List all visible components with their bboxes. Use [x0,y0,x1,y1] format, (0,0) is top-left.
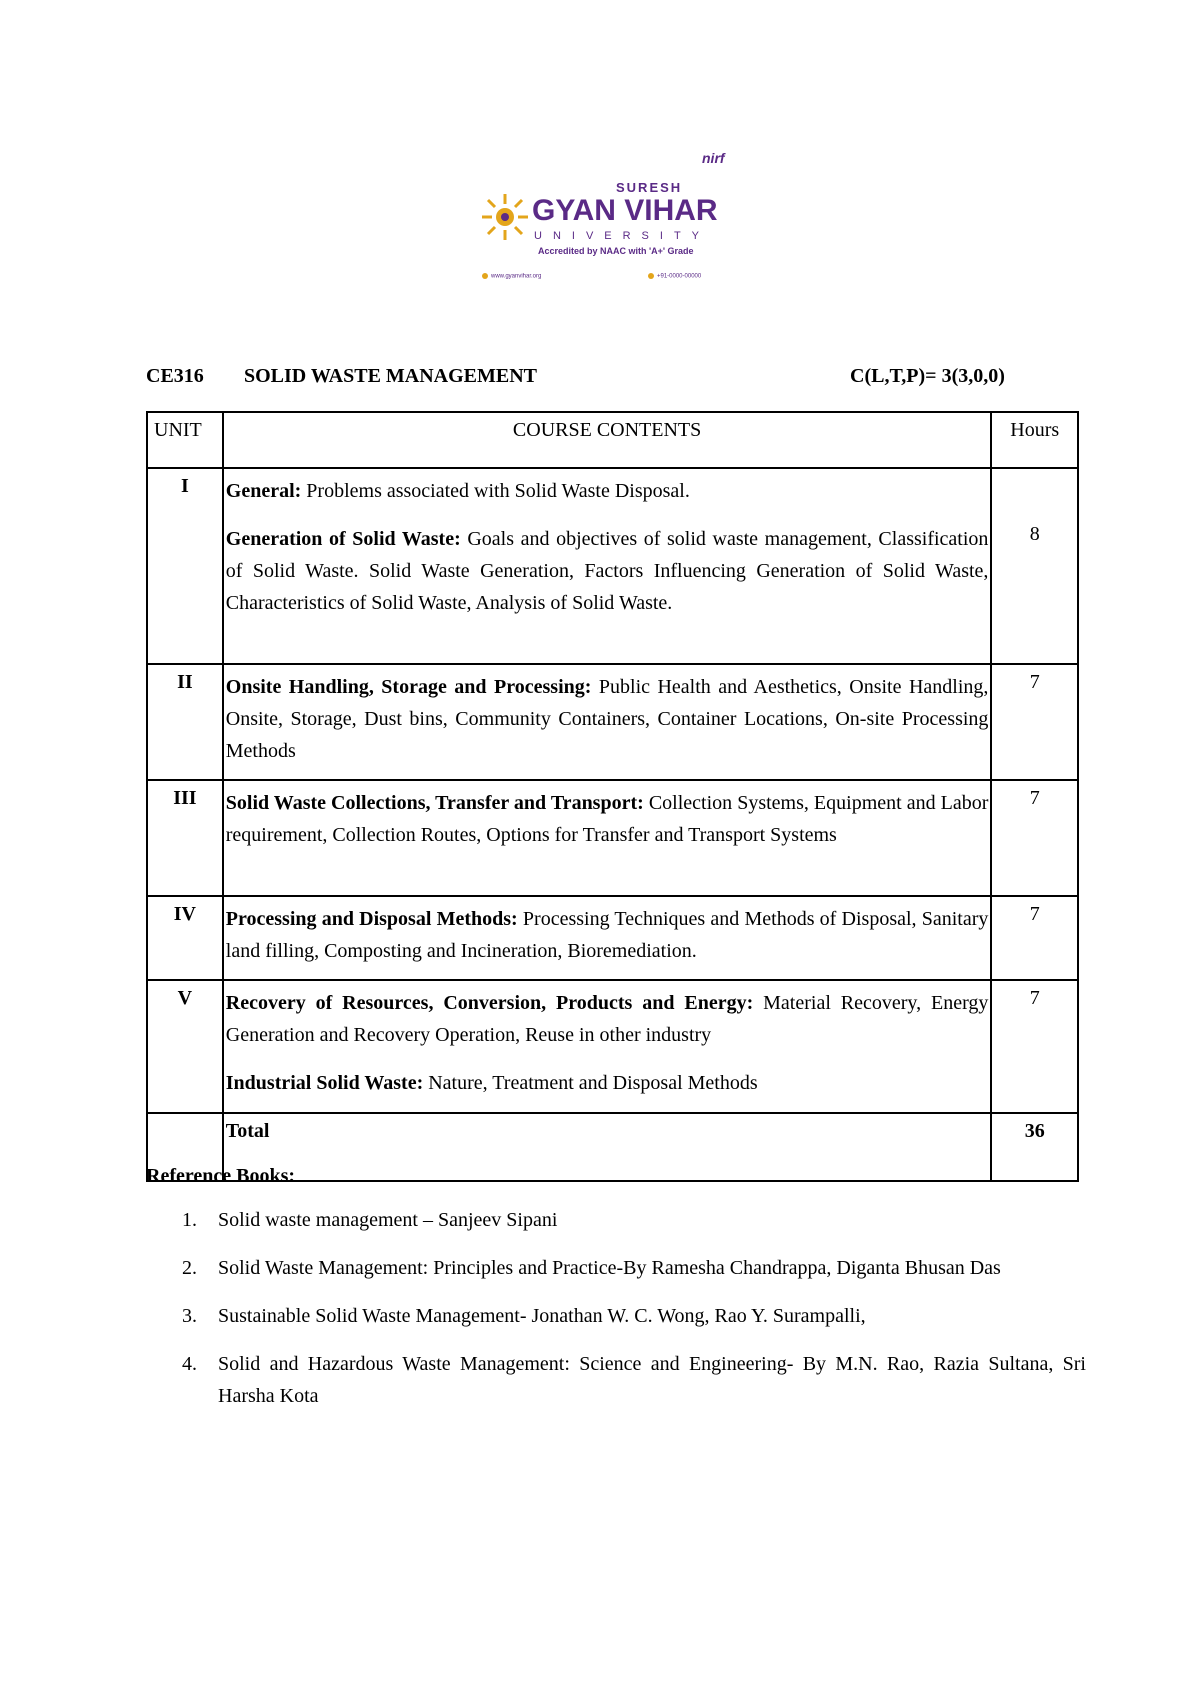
reference-list [146,1204,1086,1412]
reference-books-title: Reference Books: [146,1165,296,1187]
unit-number: I [147,468,223,664]
content-paragraph: Industrial Solid Waste: Nature, Treatment and Disposal Methods [225,1072,758,1094]
unit-contents [223,664,992,780]
globe-icon [482,273,488,279]
total-label: Total [223,1113,992,1181]
unit-contents [223,896,992,980]
header-unit: UNIT [147,412,223,468]
list-item: 3. Sustainable Solid Waste Management- Jonathan W. C. Wong, Rao Y. Surampalli, [182,1305,866,1327]
list-item: 4. Solid and Hazardous Waste Management: Science and Engineering- By M.N. Rao, Razia Sultana, Sri Harsha Kota [182,1353,1086,1407]
content-paragraph: Onsite Handling, Storage and Processing: Public Health and Aesthetics, Onsite Handling, Onsite, Storage, Dust bins, Community Containers, Container Locations, On-site Processing Methods [225,676,989,762]
phone-icon [648,273,654,279]
list-item: 1. Solid waste management – Sanjeev Sipani [182,1209,558,1231]
logo-phone: +91-0000-00000 [648,273,701,280]
unit-number: V [147,980,223,1113]
table-row [147,468,1078,664]
header-hours: Hours [991,412,1078,468]
header-course-contents: COURSE CONTENTS [223,412,992,468]
content-paragraph: General: Problems associated with Solid Waste Disposal. [225,480,690,502]
logo-university: UNIVERSITY [534,230,711,242]
unit-contents [223,980,992,1113]
unit-number: IV [147,896,223,980]
list-item: 2. Solid Waste Management: Principles and Practice-By Ramesha Chandrappa, Diganta Bhusan Das [182,1257,1001,1279]
table-row [147,780,1078,896]
course-credits: C(L,T,P)= 3(3,0,0) [850,365,1005,387]
table-row [147,664,1078,780]
logo-website: www.gyanvihar.org [482,273,541,280]
unit-contents [223,780,992,896]
total-hours: 36 [991,1113,1078,1181]
nirf-mark: nirf [702,150,725,166]
sun-emblem-icon [480,192,530,242]
reference-books [146,1162,1086,1428]
table-header-row [147,412,1078,468]
unit-contents [223,468,992,664]
logo-suresh: SURESH [616,180,683,195]
unit-hours: 7 [991,896,1078,980]
unit-hours: 7 [991,780,1078,896]
university-logo [480,150,730,290]
unit-hours: 7 [991,980,1078,1113]
unit-hours: 7 [991,664,1078,780]
logo-gyan-vihar: GYAN VIHAR [532,194,718,227]
syllabus-table [146,411,1079,1182]
unit-hours: 8 [991,468,1078,664]
course-code: CE316 [146,365,204,387]
unit-number: II [147,664,223,780]
content-paragraph: Recovery of Resources, Conversion, Products and Energy: Material Recovery, Energy Generation and Recovery Operation, Reuse in other industry [225,992,989,1046]
course-name: SOLID WASTE MANAGEMENT [244,365,538,387]
content-paragraph: Generation of Solid Waste: Goals and objectives of solid waste management, Classification of Solid Waste. Solid Waste Generation, Factors Influencing Generation of Solid Waste, Characteristics of Solid Waste, Analysis of Solid Waste. [225,528,989,614]
logo-accreditation: Accredited by NAAC with 'A+' Grade [538,246,694,256]
table-row [147,896,1078,980]
table-row [147,980,1078,1113]
content-paragraph: Solid Waste Collections, Transfer and Transport: Collection Systems, Equipment and Labor requirement, Collection Routes, Options for Transfer and Transport Systems [225,792,989,846]
content-paragraph: Processing and Disposal Methods: Processing Techniques and Methods of Disposal, Sanitary land filling, Composting and Incineration, Bioremediation. [225,908,989,962]
unit-number: III [147,780,223,896]
